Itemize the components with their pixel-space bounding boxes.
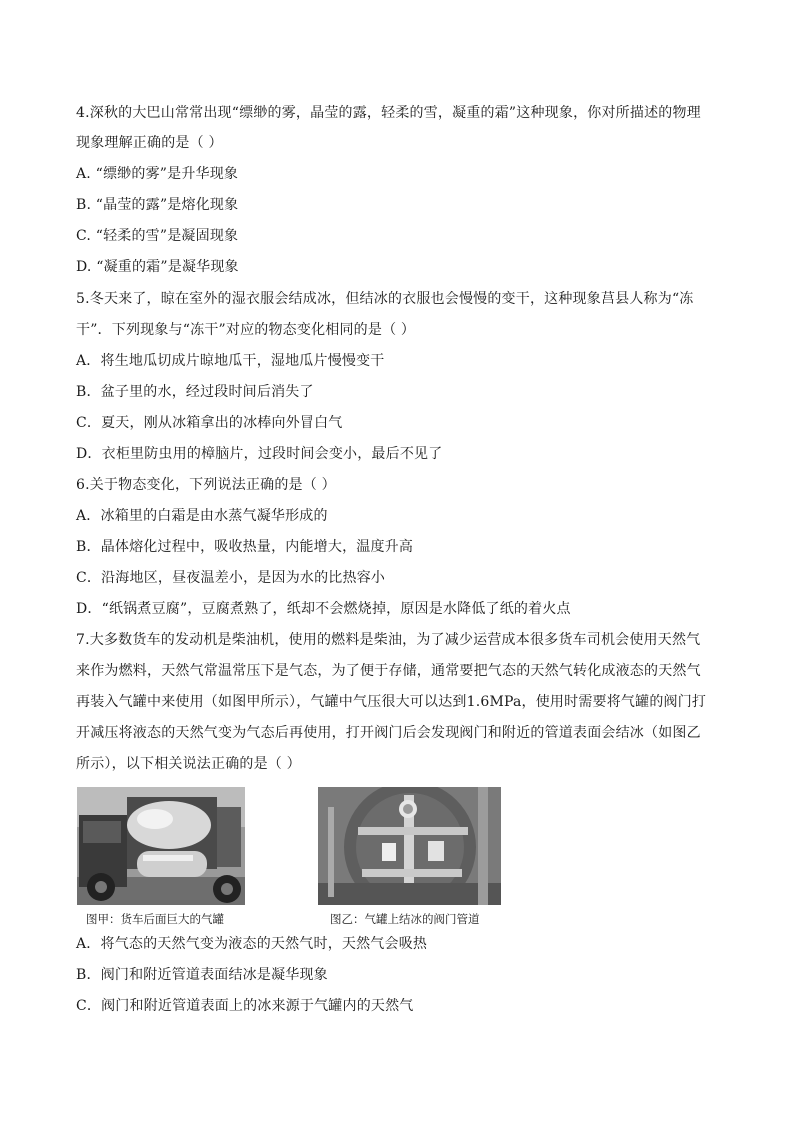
valve-photo-illustration bbox=[318, 787, 501, 905]
q7-stem-line5: 所示），以下相关说法正确的是（ ） bbox=[76, 756, 301, 772]
q7-option-b: B．阀门和附近管道表面结冰是凝华现象 bbox=[76, 967, 328, 983]
q4-stem-line2: 现象理解正确的是（ ） bbox=[76, 135, 223, 151]
q7-stem-line4: 开减压将液态的天然气变为气态后再使用，打开阀门后会发现阀门和附近的管道表面会结冰（如图乙 bbox=[76, 725, 701, 741]
q5-stem-line1: 5.冬天来了，晾在室外的湿衣服会结成冰，但结冰的衣服也会慢慢的变干，这种现象莒县人称为“冻 bbox=[76, 291, 694, 307]
q5-option-c: C．夏天，刚从冰箱拿出的冰棒向外冒白气 bbox=[76, 415, 343, 431]
figure-left-caption: 图甲：货车后面巨大的气罐 bbox=[86, 912, 224, 926]
q7-stem-line2: 来作为燃料，天然气常温常压下是气态，为了便于存储，通常要把气态的天然气转化成液态的天然气 bbox=[76, 663, 701, 679]
q7-stem-line3: 再装入气罐中来使用（如图甲所示），气罐中气压很大可以达到1.6MPa，使用时需要将气罐的阀门打 bbox=[76, 694, 707, 710]
q4-option-b: B. “晶莹的露”是熔化现象 bbox=[76, 197, 239, 213]
q6-option-c: C．沿海地区，昼夜温差小，是因为水的比热容小 bbox=[76, 570, 386, 586]
q4-option-d: D. “凝重的霜”是凝华现象 bbox=[76, 259, 239, 275]
q6-option-d: D．“纸锅煮豆腐”，豆腐煮熟了，纸却不会燃烧掉，原因是水降低了纸的着火点 bbox=[76, 601, 571, 617]
truck-gas-tank-photo bbox=[77, 787, 245, 905]
q4-stem-line1: 4.深秋的大巴山常常出现“缥缈的雾，晶莹的露，轻柔的雪，凝重的霜”这种现象，你对所描述的物理 bbox=[76, 105, 701, 121]
q5-option-b: B．盆子里的水，经过段时间后消失了 bbox=[76, 384, 314, 400]
q4-option-c: C. “轻柔的雪”是凝固现象 bbox=[76, 228, 239, 244]
figure-right-caption: 图乙：气罐上结冰的阀门管道 bbox=[330, 912, 480, 926]
q5-option-a: A．将生地瓜切成片晾地瓜干，湿地瓜片慢慢变干 bbox=[76, 353, 385, 369]
truck-photo-illustration bbox=[77, 787, 245, 905]
q6-option-b: B．晶体熔化过程中，吸收热量，内能增大，温度升高 bbox=[76, 539, 414, 555]
q7-stem-line1: 7.大多数货车的发动机是柴油机，使用的燃料是柴油，为了减少运营成本很多货车司机会使用天然气 bbox=[76, 632, 701, 648]
q6-option-a: A．冰箱里的白霜是由水蒸气凝华形成的 bbox=[76, 508, 328, 524]
q7-option-c: C．阀门和附近管道表面上的冰来源于气罐内的天然气 bbox=[76, 998, 414, 1014]
q6-stem-line1: 6.关于物态变化，下列说法正确的是（ ） bbox=[76, 477, 336, 493]
frozen-valve-photo bbox=[318, 787, 501, 905]
q5-stem-line2: 干”．下列现象与“冻干”对应的物态变化相同的是（ ） bbox=[76, 322, 416, 338]
q7-option-a: A．将气态的天然气变为液态的天然气时，天然气会吸热 bbox=[76, 936, 428, 952]
q4-option-a: A. “缥缈的雾”是升华现象 bbox=[76, 166, 239, 182]
q5-option-d: D．衣柜里防虫用的樟脑片，过段时间会变小，最后不见了 bbox=[76, 446, 443, 462]
